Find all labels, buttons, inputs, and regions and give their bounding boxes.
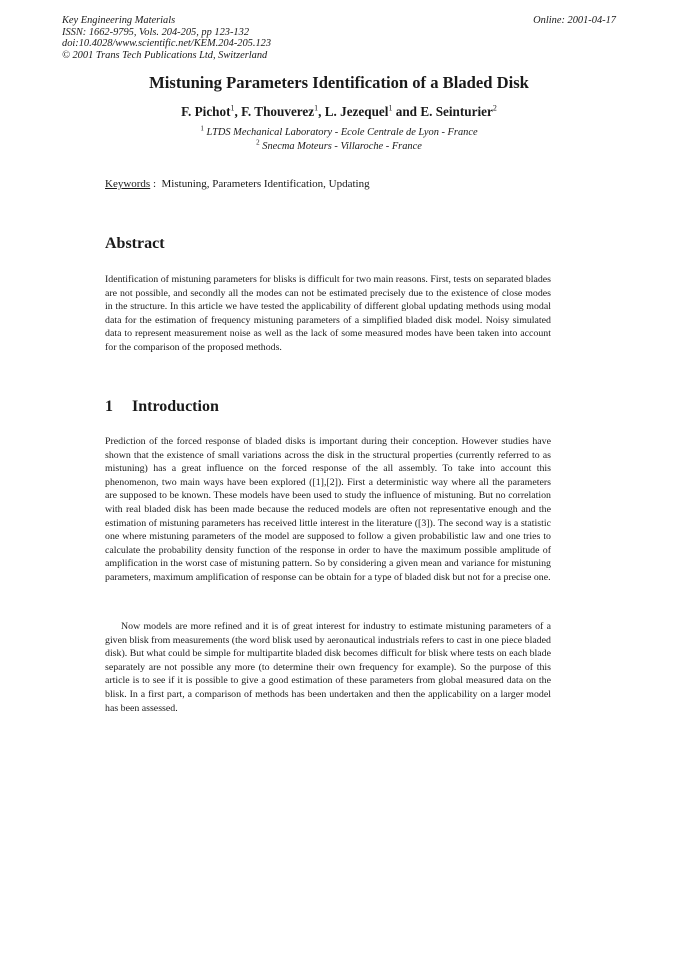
keywords-label: Keywords — [105, 178, 151, 190]
affiliation-mark: 2 — [256, 138, 260, 147]
author-separator: , — [234, 104, 242, 119]
keywords-line — [105, 178, 370, 190]
author-name: F. Pichot — [181, 104, 231, 119]
abstract-text: Identification of mistuning parameters for blisks is difficult for two main reasons. First, tests on separated blades are not possible, and secondly all the modes can not be estimated precisely due to the existence of close modes in the structure. In this article we have tested the applicability of different global updating methods using modal data for the estimation of frequency mistuning parameters of a simplified bladed disk model. Noisy simulated data to represent measurement noise as well as the lack of some measured modes have been taken into account for the comparison of the proposed methods. — [105, 274, 551, 353]
affiliation-2 — [0, 138, 678, 152]
author-affiliation-mark: 1 — [314, 103, 319, 113]
introduction-paragraph-1: Prediction of the forced response of bladed disks is important during their conception. However studies have shown that the existence of small variations across the disk in the structural properties (currently referred to as mistuning) has a great influence on the forced response of the all assembly. To take into account this phenomenon, two main ways have been explored ([1],[2]). First a deterministic way where all the parameters are supposed to be known. These models have been used to study the influence of mistuning. But no correlation with real bladed disk has been made because the reduced models are often not representative enough and the estimation of mistuning parameters has received little interest in the literature ([3]). The second way is a statistic one where mistuning parameters of the model are supposed to follow a given probabilistic law and one tries to calculate the probability density function of the response in order to have the maximum possible amplitude of amplification in the worst case of mistuning pattern. So by considering a given mean and variance for mistuning parameters, maximum amplification of response can be obtain for a type of bladed disk but not for a precise one. — [105, 436, 551, 583]
journal-issn: ISSN: 1662-9795, Vols. 204-205, pp 123-132 — [62, 26, 250, 38]
journal-copyright: © 2001 Trans Tech Publications Ltd, Switzerland — [62, 49, 268, 61]
author-name: F. Thouverez — [241, 104, 315, 119]
affiliation-text: Snecma Moteurs - Villaroche - France — [262, 141, 422, 152]
introduction-heading — [105, 398, 219, 416]
affiliation-1 — [0, 124, 678, 138]
author-name: L. Jezequel — [324, 104, 389, 119]
author-affiliation-mark: 2 — [492, 103, 497, 113]
section-number: 1 — [105, 398, 113, 415]
author-list — [0, 104, 678, 120]
author-name: E. Seinturier — [420, 104, 493, 119]
journal-name: Key Engineering Materials — [62, 15, 176, 26]
author-conjunction: and — [392, 104, 421, 119]
author-separator: , — [318, 104, 325, 119]
author-affiliation-mark: 1 — [230, 103, 235, 113]
introduction-paragraph-2: Now models are more refined and it is of great interest for industry to estimate mistuning parameters of a given blisk from measurements (the word blisk used by aeronautical industrials refers to cast in one piece bladed disk). But what could be simple for multipartite bladed disk becomes difficult for blisk where tests on each blade separately are not possible any more (to determine their own frequency for example). So the purpose of this article is to see if it is possible to give a good estimation of these parameters from global measured data on the blisk. In a first part, a comparison of methods has been undertaken and then the applicability on a larger model has been assessed. — [105, 621, 552, 714]
section-title: Introduction — [132, 398, 219, 415]
paper-title: Mistuning Parameters Identification of a Bladed Disk — [149, 73, 529, 92]
journal-header — [62, 15, 271, 61]
affiliation-text: LTDS Mechanical Laboratory - Ecole Centrale de Lyon - France — [206, 127, 478, 138]
journal-doi: doi:10.4028/www.scientific.net/KEM.204-205.123 — [62, 38, 272, 49]
abstract-heading: Abstract — [105, 235, 165, 252]
keywords-colon: : — [150, 178, 157, 190]
online-date: Online: 2001-04-17 — [533, 15, 616, 26]
affiliation-mark: 1 — [200, 124, 204, 133]
author-affiliation-mark: 1 — [388, 103, 393, 113]
keywords-list: Mistuning, Parameters Identification, Updating — [161, 178, 370, 190]
